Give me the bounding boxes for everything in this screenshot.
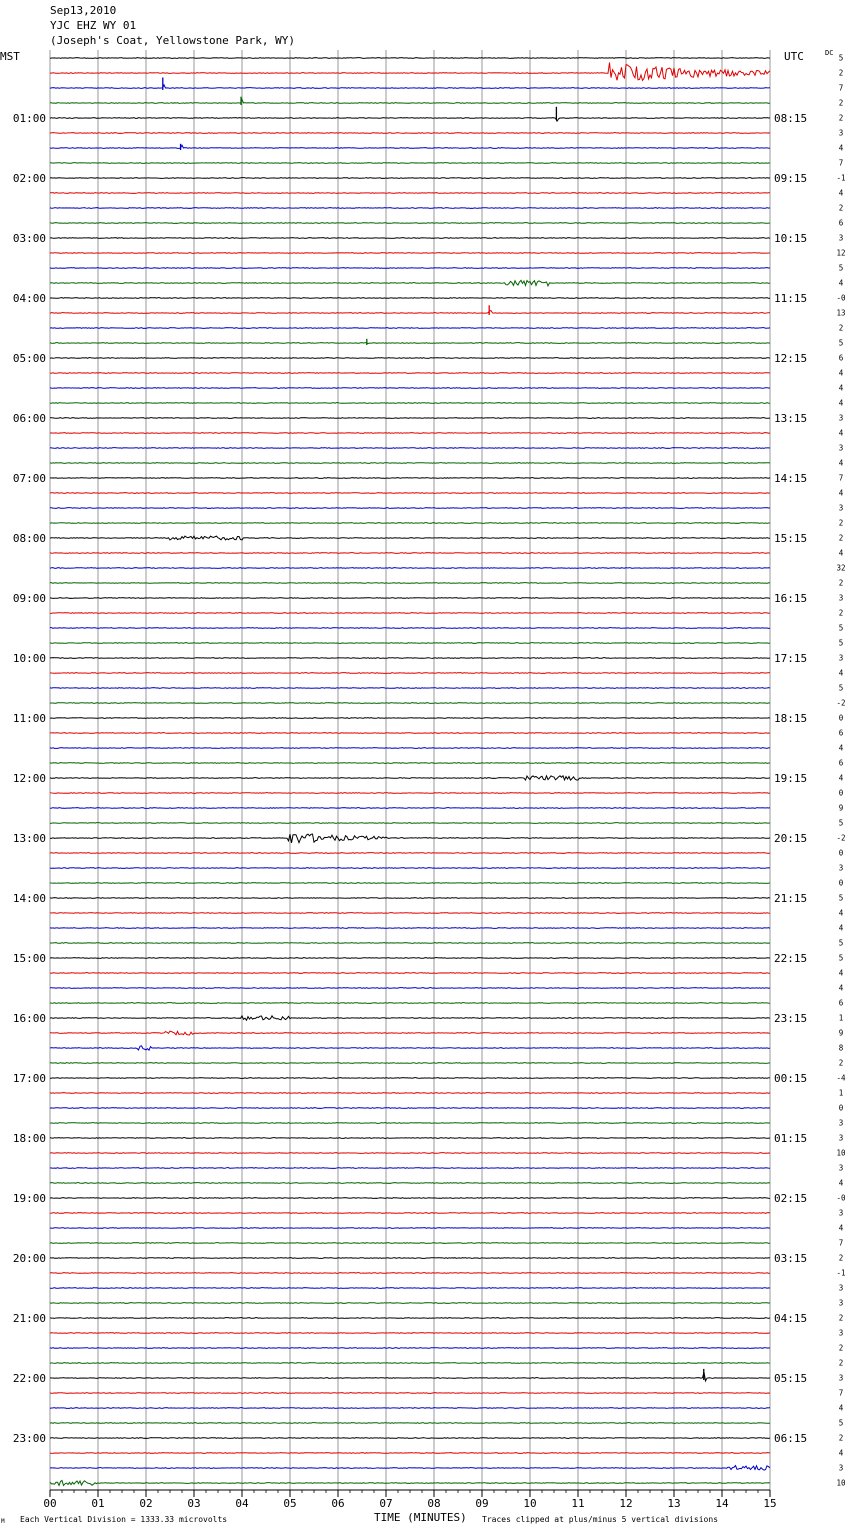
seismic-trace (50, 1183, 770, 1184)
seismic-trace (50, 523, 770, 524)
dc-offset-label: 3 (838, 128, 844, 138)
corner-mark: M (1, 1518, 5, 1525)
dc-offset-label: 5 (838, 818, 844, 828)
x-tick-label: 09 (475, 1497, 489, 1510)
dc-offset-label: 3 (838, 443, 844, 453)
x-tick-label: 02 (139, 1497, 153, 1510)
seismic-trace (50, 868, 770, 869)
dc-offset-label: 3 (838, 1373, 844, 1383)
seismic-trace (50, 1288, 770, 1289)
dc-offset-label: 3 (838, 1163, 844, 1173)
dc-offset-label: 3 (838, 1328, 844, 1338)
dc-offset-label: 3 (838, 863, 844, 873)
dc-offset-label: 5 (838, 623, 844, 633)
seismic-trace (50, 1372, 770, 1381)
utc-hour-label: 20:15 (774, 832, 808, 845)
seismic-trace (50, 343, 770, 344)
seismic-trace (50, 1168, 770, 1169)
seismic-trace (50, 298, 770, 299)
dc-offset-label: -2 (836, 833, 846, 843)
dc-offset-label: 7 (838, 1388, 844, 1398)
dc-offset-label: 2 (838, 113, 844, 123)
seismic-trace (50, 583, 770, 584)
dc-offset-label: 6 (838, 218, 844, 228)
dc-offset-label: 5 (838, 338, 844, 348)
mst-hour-label: 20:00 (12, 1252, 46, 1265)
dc-offset-label: 7 (838, 83, 844, 93)
dc-offset-label: 4 (838, 773, 844, 783)
utc-hour-label: 19:15 (774, 772, 808, 785)
dc-offset-label: 9 (838, 803, 844, 813)
seismic-trace (50, 388, 770, 389)
seismic-trace (50, 613, 770, 614)
seismic-trace (50, 1123, 770, 1124)
x-tick-label: 11 (571, 1497, 585, 1510)
dc-offset-label: 4 (838, 383, 844, 393)
mst-hour-label: 19:00 (12, 1192, 46, 1205)
dc-offset-label: 0 (838, 788, 844, 798)
left-timezone-label: MST (0, 50, 20, 63)
seismic-trace (50, 958, 770, 959)
station-location: (Joseph's Coat, Yellowstone Park, WY) (50, 34, 296, 47)
dc-offset-label: 6 (838, 758, 844, 768)
seismic-trace (50, 973, 770, 974)
plot-date: Sep13,2010 (50, 4, 117, 17)
dc-offset-label: 5 (838, 263, 844, 273)
seismic-trace (50, 673, 770, 674)
dc-offset-label: 5 (838, 638, 844, 648)
seismic-trace (50, 834, 770, 843)
dc-column-label: DC (825, 49, 834, 57)
seismic-trace (50, 118, 770, 122)
dc-offset-label: 4 (838, 398, 844, 408)
seismic-trace (50, 1258, 770, 1259)
mst-hour-label: 08:00 (12, 532, 46, 545)
seismic-trace (50, 763, 770, 764)
dc-offset-label: 5 (838, 953, 844, 963)
seismic-trace (50, 568, 770, 569)
dc-offset-label: 10 (836, 1478, 846, 1488)
utc-hour-label: 03:15 (774, 1252, 808, 1265)
utc-hour-label: 05:15 (774, 1372, 808, 1385)
mst-hour-label: 15:00 (12, 952, 46, 965)
dc-offset-label: 3 (838, 1118, 844, 1128)
seismic-trace (50, 988, 770, 989)
utc-hour-label: 17:15 (774, 652, 808, 665)
dc-offset-label: 6 (838, 353, 844, 363)
mst-hour-label: 07:00 (12, 472, 46, 485)
mst-hour-label: 16:00 (12, 1012, 46, 1025)
seismic-trace (50, 1273, 770, 1274)
x-tick-label: 07 (379, 1497, 393, 1510)
seismic-trace (50, 883, 770, 884)
x-axis-title: TIME (MINUTES) (374, 1511, 467, 1524)
seismic-trace (50, 1408, 770, 1409)
mst-hour-label: 10:00 (12, 652, 46, 665)
dc-offset-label: 2 (838, 1358, 844, 1368)
plot-grid (50, 50, 770, 1490)
x-tick-label: 01 (91, 1497, 105, 1510)
x-tick-label: 05 (283, 1497, 297, 1510)
dc-offset-label: 4 (838, 908, 844, 918)
mst-hour-label: 09:00 (12, 592, 46, 605)
seismic-trace (50, 1243, 770, 1244)
mst-hour-label: 21:00 (12, 1312, 46, 1325)
seismic-trace (50, 1138, 770, 1139)
seismic-trace (50, 718, 770, 719)
seismic-trace (50, 688, 770, 689)
mst-hour-label: 23:00 (12, 1432, 46, 1445)
utc-hour-label: 00:15 (774, 1072, 808, 1085)
seismic-trace (50, 193, 770, 194)
seismic-trace (50, 793, 770, 794)
seismic-trace (50, 1333, 770, 1334)
seismic-trace (50, 628, 770, 629)
dc-offset-label: 5 (838, 938, 844, 948)
seismic-trace (50, 1153, 770, 1154)
seismic-trace (50, 238, 770, 239)
seismic-trace (50, 1423, 770, 1424)
dc-offset-label: 4 (838, 488, 844, 498)
dc-offset-label: 9 (838, 1028, 844, 1038)
dc-offset-label: 7 (838, 158, 844, 168)
mst-hour-label: 12:00 (12, 772, 46, 785)
mst-hour-label: 04:00 (12, 292, 46, 305)
dc-offset-label: 4 (838, 428, 844, 438)
dc-offset-label: 4 (838, 1223, 844, 1233)
dc-offset-label: 1 (838, 1013, 844, 1023)
dc-offset-label: 4 (838, 143, 844, 153)
dc-offset-label: 5 (838, 1418, 844, 1428)
x-axis (43, 1490, 776, 1510)
seismic-trace (50, 1078, 770, 1079)
dc-offset-label: 3 (838, 1133, 844, 1143)
seismic-trace (50, 943, 770, 944)
dc-offset-label: 4 (838, 278, 844, 288)
seismic-trace (50, 99, 770, 103)
dc-offset-label: 2 (838, 68, 844, 78)
mst-hour-label: 02:00 (12, 172, 46, 185)
dc-offset-label: 4 (838, 668, 844, 678)
seismic-trace (50, 598, 770, 599)
dc-offset-label: 4 (838, 1403, 844, 1413)
dc-offset-label: 2 (838, 1343, 844, 1353)
seismic-trace (50, 703, 770, 704)
dc-offset-label: -1 (836, 173, 846, 183)
dc-offset-label: 6 (838, 728, 844, 738)
seismic-trace (50, 776, 770, 780)
dc-offset-label: -1 (836, 1268, 846, 1278)
dc-offset-label: 2 (838, 608, 844, 618)
mst-hour-label: 22:00 (12, 1372, 46, 1385)
dc-offset-label: 7 (838, 473, 844, 483)
utc-hour-label: 12:15 (774, 352, 808, 365)
seismic-trace (50, 658, 770, 659)
mst-hour-label: 03:00 (12, 232, 46, 245)
dc-offset-label: 13 (836, 308, 846, 318)
dc-offset-label: 3 (838, 413, 844, 423)
utc-hour-label: 06:15 (774, 1432, 808, 1445)
utc-hour-label: 13:15 (774, 412, 808, 425)
scale-note: Each Vertical Division = 1333.33 microvolts (20, 1515, 228, 1524)
trace-group (50, 58, 770, 1486)
seismic-trace (50, 358, 770, 359)
x-tick-label: 00 (43, 1497, 57, 1510)
utc-hour-label: 08:15 (774, 112, 808, 125)
dc-offset-label: 3 (838, 593, 844, 603)
seismic-trace (50, 311, 770, 314)
seismic-trace (50, 1453, 770, 1454)
seismic-trace (50, 1213, 770, 1214)
seismic-trace (50, 448, 770, 449)
seismic-trace (50, 853, 770, 854)
utc-hour-label: 02:15 (774, 1192, 808, 1205)
dc-offset-label: 10 (836, 1148, 846, 1158)
dc-offset-label: 4 (838, 368, 844, 378)
seismic-trace (50, 1318, 770, 1319)
dc-offset-label: 0 (838, 1103, 844, 1113)
dc-offset-label: 7 (838, 1238, 844, 1248)
dc-offset-label: 3 (838, 503, 844, 513)
utc-hour-label: 18:15 (774, 712, 808, 725)
seismic-trace (50, 1363, 770, 1364)
utc-hour-label: 22:15 (774, 952, 808, 965)
dc-offset-label: 4 (838, 1178, 844, 1188)
utc-hour-label: 01:15 (774, 1132, 808, 1145)
seismic-trace (50, 403, 770, 404)
seismic-trace (50, 823, 770, 824)
dc-offset-label: 3 (838, 1283, 844, 1293)
seismic-trace (50, 1466, 770, 1471)
dc-offset-label: 3 (838, 653, 844, 663)
dc-offset-label: -0 (836, 1193, 846, 1203)
seismic-trace (50, 1438, 770, 1439)
seismic-trace (50, 253, 770, 254)
mst-hour-label: 06:00 (12, 412, 46, 425)
seismic-trace (50, 1108, 770, 1109)
utc-hour-label: 14:15 (774, 472, 808, 485)
right-timezone-label: UTC (784, 50, 804, 63)
seismic-trace (50, 1303, 770, 1304)
seismic-trace (50, 1046, 770, 1050)
utc-hour-label: 11:15 (774, 292, 808, 305)
seismic-trace (50, 643, 770, 644)
seismic-trace (50, 1480, 770, 1485)
seismic-trace (50, 808, 770, 809)
dc-offset-label: 4 (838, 458, 844, 468)
dc-offset-label: 2 (838, 533, 844, 543)
dc-offset-label: 4 (838, 1448, 844, 1458)
dc-offset-label: 2 (838, 203, 844, 213)
seismic-trace (50, 1093, 770, 1094)
mst-hour-label: 18:00 (12, 1132, 46, 1145)
utc-hour-label: 15:15 (774, 532, 808, 545)
x-tick-label: 06 (331, 1497, 345, 1510)
dc-offset-label: -2 (836, 698, 846, 708)
dc-offset-label: 2 (838, 1313, 844, 1323)
seismic-trace (50, 85, 770, 88)
dc-offset-label: 5 (838, 683, 844, 693)
seismic-trace (50, 133, 770, 134)
utc-hour-label: 23:15 (774, 1012, 808, 1025)
dc-offset-label: 4 (838, 923, 844, 933)
dc-offset-label: 32 (836, 563, 846, 573)
dc-offset-label: 2 (838, 1433, 844, 1443)
dc-offset-label: 8 (838, 1043, 844, 1053)
seismic-trace (50, 463, 770, 464)
dc-offset-label: 1 (838, 1088, 844, 1098)
dc-offset-label: 3 (838, 1463, 844, 1473)
seismic-trace (50, 328, 770, 329)
x-tick-label: 03 (187, 1497, 201, 1510)
seismic-trace (50, 1228, 770, 1229)
dc-offset-label: 4 (838, 188, 844, 198)
seismic-trace (50, 268, 770, 269)
x-tick-label: 12 (619, 1497, 633, 1510)
dc-offset-label: 2 (838, 323, 844, 333)
dc-offset-label: 4 (838, 968, 844, 978)
seismic-trace (50, 63, 770, 81)
mst-hour-label: 14:00 (12, 892, 46, 905)
seismic-trace (50, 1393, 770, 1394)
mst-hour-label: 05:00 (12, 352, 46, 365)
seismic-trace (50, 733, 770, 734)
seismic-trace (50, 553, 770, 554)
seismic-trace (50, 223, 770, 224)
seismic-trace (50, 913, 770, 914)
dc-offset-label: 6 (838, 998, 844, 1008)
seismic-trace (50, 373, 770, 374)
dc-offset-label: 3 (838, 233, 844, 243)
dc-offset-label: 2 (838, 518, 844, 528)
utc-hour-label: 16:15 (774, 592, 808, 605)
dc-offset-label: 0 (838, 713, 844, 723)
seismic-trace (50, 208, 770, 209)
seismic-trace (50, 433, 770, 434)
dc-offset-label: 0 (838, 848, 844, 858)
mst-hour-label: 17:00 (12, 1072, 46, 1085)
seismic-trace (50, 508, 770, 509)
seismic-trace (50, 1348, 770, 1349)
utc-hour-label: 10:15 (774, 232, 808, 245)
clip-note: Traces clipped at plus/minus 5 vertical divisions (482, 1515, 719, 1524)
seismic-trace (50, 280, 770, 286)
mst-hour-label: 11:00 (12, 712, 46, 725)
seismic-trace (50, 1198, 770, 1199)
seismic-trace (50, 493, 770, 494)
dc-offset-label: 12 (836, 248, 846, 258)
dc-offset-label: 2 (838, 578, 844, 588)
seismic-trace (50, 478, 770, 479)
dc-offset-label: 2 (838, 1058, 844, 1068)
seismic-trace (50, 536, 770, 540)
seismic-trace (50, 145, 770, 148)
seismic-trace (50, 1063, 770, 1064)
seismic-trace (50, 1031, 770, 1035)
seismic-trace (50, 928, 770, 929)
seismic-trace (50, 748, 770, 749)
dc-offset-label: -4 (836, 1073, 846, 1083)
dc-offset-label: 0 (838, 878, 844, 888)
x-tick-label: 15 (763, 1497, 777, 1510)
seismic-trace (50, 58, 770, 59)
dc-offset-label: 5 (838, 893, 844, 903)
utc-hour-label: 04:15 (774, 1312, 808, 1325)
seismic-trace (50, 163, 770, 164)
x-tick-label: 14 (715, 1497, 729, 1510)
dc-offset-label: 4 (838, 743, 844, 753)
station-name: YJC EHZ WY 01 (50, 19, 137, 32)
seismic-trace (50, 1003, 770, 1004)
mst-hour-label: 13:00 (12, 832, 46, 845)
dc-offset-label: 4 (838, 983, 844, 993)
dc-offset-label: 3 (838, 1298, 844, 1308)
seismic-trace (50, 178, 770, 179)
seismic-trace (50, 418, 770, 419)
utc-hour-label: 09:15 (774, 172, 808, 185)
dc-offset-label: 4 (838, 548, 844, 558)
seismic-trace (50, 898, 770, 899)
dc-offset-label: 2 (838, 1253, 844, 1263)
utc-hour-label: 21:15 (774, 892, 808, 905)
mst-hour-label: 01:00 (12, 112, 46, 125)
dc-offset-label: 2 (838, 98, 844, 108)
dc-offset-label: 3 (838, 1208, 844, 1218)
dc-offset-label: -0 (836, 293, 846, 303)
x-tick-label: 08 (427, 1497, 441, 1510)
x-tick-label: 13 (667, 1497, 681, 1510)
dc-offset-label: 5 (838, 53, 844, 63)
x-tick-label: 10 (523, 1497, 537, 1510)
x-tick-label: 04 (235, 1497, 249, 1510)
seismic-trace (50, 1016, 770, 1020)
